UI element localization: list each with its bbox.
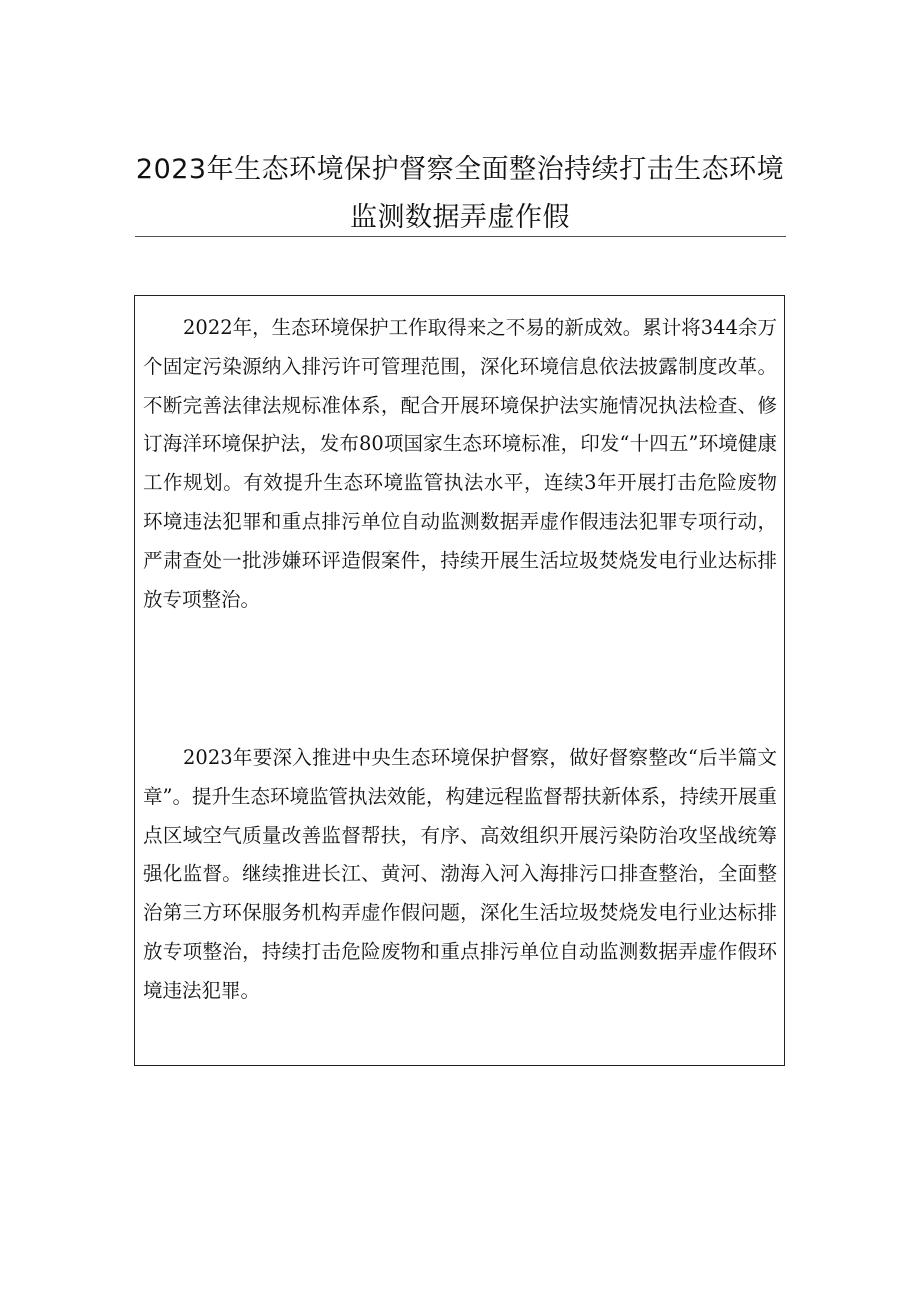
paragraph-2022-achievements: 2022年，生态环境保护工作取得来之不易的新成效。累计将344余万个固定污染源纳入排污许可管理范围，深化环境信息依法披露制度改革。不断完善法律法规标准体系，配合开展环境保护法实施情况执法检查、修订海洋环境保护法，发布80项国家生态环境标准，印发“十四五”环境健康工作规划。有效提升生态环境监管执法水平，连续3年开展打击危险废物环境违法犯罪和重点排污单位自动监测数据弄虚作假违法犯罪专项行动，严肃查处一批涉嫌环评造假案件，持续开展生活垃圾焚烧发电行业达标排放专项整治。 [143,316,777,611]
document-title: 2023年生态环境保护督察全面整治持续打击生态环境监测数据弄虚作假 [135,154,785,233]
title-underline [135,236,786,237]
content-box [134,295,785,1066]
paragraph-2023-plans: 2023年要深入推进中央生态环境保护督察，做好督察整改“后半篇文章”。提升生态环境监管执法效能，构建远程监督帮扶新体系，持续开展重点区域空气质量改善监督帮扶，有序、高效组织开展污染防治攻坚战统筹强化监督。继续推进长江、黄河、渤海入河入海排污口排查整治，全面整治第三方环保服务机构弄虚作假问题，深化生活垃圾焚烧发电行业达标排放专项整治，持续打击危险废物和重点排污单位自动监测数据弄虚作假环境违法犯罪。 [143,746,777,1002]
